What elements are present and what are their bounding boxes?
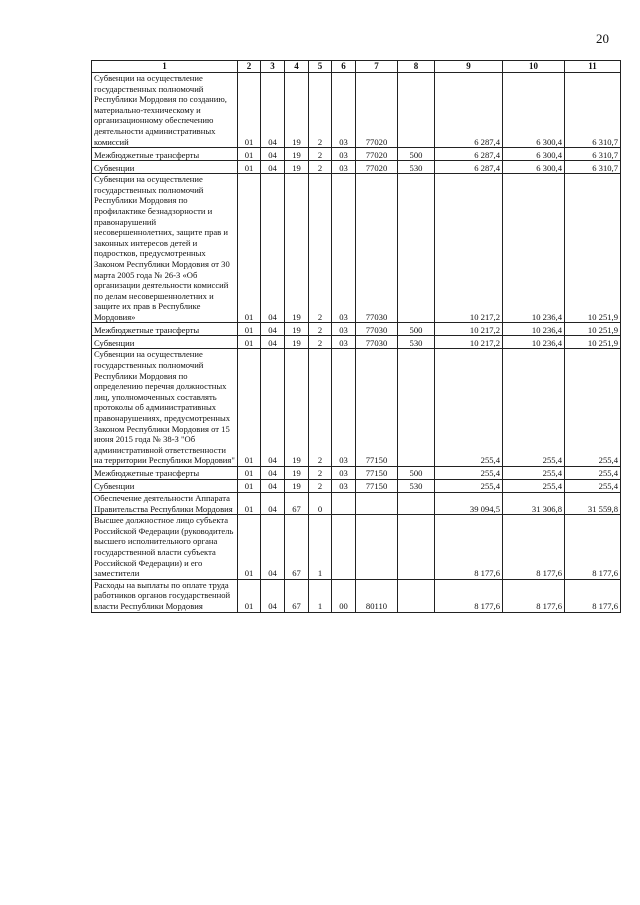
- col-header-7: 7: [356, 61, 398, 73]
- row-subprogram: 2: [309, 336, 332, 349]
- row-program: 67: [285, 515, 309, 580]
- row-direction: 77150: [356, 480, 398, 493]
- table-row: [92, 73, 621, 148]
- row-amount-1: 255,4: [435, 349, 503, 467]
- row-section: 01: [238, 515, 261, 580]
- row-amount-3: 10 251,9: [565, 323, 621, 336]
- row-direction: 77030: [356, 174, 398, 323]
- table-row: [92, 174, 621, 323]
- row-subsection: 04: [261, 480, 285, 493]
- row-subsection: 04: [261, 493, 285, 515]
- row-program: 19: [285, 323, 309, 336]
- row-program: 19: [285, 161, 309, 174]
- row-section: 01: [238, 336, 261, 349]
- row-name: Высшее должностное лицо субъекта Российской Федерации (руководитель высшего исполнительного органа государственной власти субъекта Российской Федерации) и его заместители: [92, 515, 238, 580]
- row-amount-2: 6 300,4: [503, 73, 565, 148]
- row-event: 00: [332, 579, 356, 612]
- row-subprogram: 2: [309, 174, 332, 323]
- row-amount-2: 255,4: [503, 480, 565, 493]
- row-program: 19: [285, 174, 309, 323]
- row-name: Субвенции: [92, 336, 238, 349]
- row-subprogram: 2: [309, 73, 332, 148]
- row-amount-2: 6 300,4: [503, 161, 565, 174]
- row-subsection: 04: [261, 515, 285, 580]
- row-amount-1: 6 287,4: [435, 148, 503, 161]
- row-program: 19: [285, 336, 309, 349]
- row-amount-3: 255,4: [565, 349, 621, 467]
- budget-table: [91, 60, 621, 613]
- table-row: [92, 579, 621, 612]
- row-expense-type: 530: [398, 161, 435, 174]
- row-subsection: 04: [261, 579, 285, 612]
- row-program: 19: [285, 467, 309, 480]
- col-header-4: 4: [285, 61, 309, 73]
- row-name: Субвенции на осуществление государственных полномочий Республики Мордовия по определению перечня должностных лиц, уполномоченных составлять протоколы об административных правонарушениях, предусмотренных Законом Республики Мордовия от 15 июня 2015 года № 38-З "Об административной ответственности на территории Республики Мордовия": [92, 349, 238, 467]
- row-direction: 77020: [356, 161, 398, 174]
- row-program: 67: [285, 579, 309, 612]
- row-section: 01: [238, 161, 261, 174]
- row-subsection: 04: [261, 161, 285, 174]
- row-subprogram: 2: [309, 467, 332, 480]
- row-event: 03: [332, 73, 356, 148]
- row-amount-1: 8 177,6: [435, 515, 503, 580]
- row-expense-type: 530: [398, 336, 435, 349]
- row-program: 19: [285, 148, 309, 161]
- row-expense-type: [398, 174, 435, 323]
- row-amount-3: 6 310,7: [565, 161, 621, 174]
- row-name: Субвенции: [92, 480, 238, 493]
- row-name: Субвенции на осуществление государственных полномочий Республики Мордовия по созданию, материально-техническому и организационному обеспечению деятельности административных комиссий: [92, 73, 238, 148]
- row-amount-2: 8 177,6: [503, 579, 565, 612]
- row-name: Межбюджетные трансферты: [92, 148, 238, 161]
- row-direction: 77020: [356, 73, 398, 148]
- row-amount-2: 8 177,6: [503, 515, 565, 580]
- row-name: Межбюджетные трансферты: [92, 467, 238, 480]
- row-amount-3: 255,4: [565, 467, 621, 480]
- row-event: 03: [332, 349, 356, 467]
- row-name: Субвенции на осуществление государственных полномочий Республики Мордовия по профилактике безнадзорности и правонарушений несовершеннолетних, защите прав и законных интересов детей и подростков, предусмотренных Законом Республики Мордовия от 30 марта 2005 года № 26-З «Об организации деятельности комиссий по делам несовершеннолетних и защите их прав в Республике Мордовия»: [92, 174, 238, 323]
- table-row: [92, 336, 621, 349]
- row-direction: 80110: [356, 579, 398, 612]
- row-event: 03: [332, 148, 356, 161]
- page-number: 20: [596, 31, 609, 46]
- row-direction: 77030: [356, 323, 398, 336]
- row-expense-type: [398, 579, 435, 612]
- row-direction: [356, 515, 398, 580]
- row-amount-3: 6 310,7: [565, 73, 621, 148]
- row-section: 01: [238, 579, 261, 612]
- col-header-8: 8: [398, 61, 435, 73]
- row-name: Межбюджетные трансферты: [92, 323, 238, 336]
- table-row: [92, 493, 621, 515]
- row-subprogram: 2: [309, 323, 332, 336]
- row-amount-3: 10 251,9: [565, 174, 621, 323]
- row-amount-3: 255,4: [565, 480, 621, 493]
- row-direction: 77020: [356, 148, 398, 161]
- row-amount-2: 10 236,4: [503, 336, 565, 349]
- row-amount-3: 10 251,9: [565, 336, 621, 349]
- row-expense-type: 530: [398, 480, 435, 493]
- row-expense-type: [398, 73, 435, 148]
- row-section: 01: [238, 323, 261, 336]
- row-subprogram: 0: [309, 493, 332, 515]
- table-row: [92, 480, 621, 493]
- row-section: 01: [238, 349, 261, 467]
- col-header-11: 11: [565, 61, 621, 73]
- col-header-1: 1: [92, 61, 238, 73]
- row-event: [332, 515, 356, 580]
- table-row: [92, 349, 621, 467]
- table-row: [92, 148, 621, 161]
- row-subsection: 04: [261, 323, 285, 336]
- row-amount-2: 6 300,4: [503, 148, 565, 161]
- header-row: [92, 61, 621, 73]
- row-event: 03: [332, 467, 356, 480]
- row-program: 67: [285, 493, 309, 515]
- row-event: 03: [332, 480, 356, 493]
- row-expense-type: [398, 349, 435, 467]
- row-name: Субвенции: [92, 161, 238, 174]
- row-amount-2: 255,4: [503, 467, 565, 480]
- row-event: 03: [332, 161, 356, 174]
- row-subsection: 04: [261, 336, 285, 349]
- table-row: [92, 467, 621, 480]
- col-header-10: 10: [503, 61, 565, 73]
- row-subsection: 04: [261, 174, 285, 323]
- col-header-6: 6: [332, 61, 356, 73]
- row-section: 01: [238, 493, 261, 515]
- row-program: 19: [285, 73, 309, 148]
- row-section: 01: [238, 467, 261, 480]
- row-amount-3: 8 177,6: [565, 579, 621, 612]
- row-section: 01: [238, 174, 261, 323]
- table-row: [92, 515, 621, 580]
- table-row: [92, 161, 621, 174]
- row-amount-1: 39 094,5: [435, 493, 503, 515]
- row-program: 19: [285, 480, 309, 493]
- table-row: [92, 323, 621, 336]
- row-amount-1: 255,4: [435, 467, 503, 480]
- row-expense-type: 500: [398, 148, 435, 161]
- col-header-2: 2: [238, 61, 261, 73]
- row-name: Расходы на выплаты по оплате труда работников органов государственной власти Республики Мордовия: [92, 579, 238, 612]
- row-subprogram: 2: [309, 349, 332, 467]
- row-event: 03: [332, 323, 356, 336]
- row-amount-2: 10 236,4: [503, 174, 565, 323]
- row-subprogram: 2: [309, 480, 332, 493]
- row-subprogram: 2: [309, 161, 332, 174]
- row-expense-type: [398, 515, 435, 580]
- row-section: 01: [238, 73, 261, 148]
- row-amount-1: 8 177,6: [435, 579, 503, 612]
- row-direction: 77030: [356, 336, 398, 349]
- row-event: [332, 493, 356, 515]
- row-amount-2: 10 236,4: [503, 323, 565, 336]
- row-event: 03: [332, 336, 356, 349]
- row-subsection: 04: [261, 349, 285, 467]
- row-amount-1: 6 287,4: [435, 73, 503, 148]
- row-amount-3: 8 177,6: [565, 515, 621, 580]
- row-direction: 77150: [356, 467, 398, 480]
- row-amount-2: 31 306,8: [503, 493, 565, 515]
- row-section: 01: [238, 480, 261, 493]
- row-expense-type: [398, 493, 435, 515]
- row-program: 19: [285, 349, 309, 467]
- col-header-5: 5: [309, 61, 332, 73]
- row-amount-1: 10 217,2: [435, 174, 503, 323]
- row-expense-type: 500: [398, 323, 435, 336]
- row-amount-3: 31 559,8: [565, 493, 621, 515]
- row-direction: 77150: [356, 349, 398, 467]
- row-expense-type: 500: [398, 467, 435, 480]
- row-amount-1: 6 287,4: [435, 161, 503, 174]
- row-subsection: 04: [261, 467, 285, 480]
- col-header-9: 9: [435, 61, 503, 73]
- col-header-3: 3: [261, 61, 285, 73]
- row-subsection: 04: [261, 73, 285, 148]
- row-subprogram: 2: [309, 148, 332, 161]
- row-subprogram: 1: [309, 579, 332, 612]
- row-amount-3: 6 310,7: [565, 148, 621, 161]
- row-amount-2: 255,4: [503, 349, 565, 467]
- row-direction: [356, 493, 398, 515]
- row-name: Обеспечение деятельности Аппарата Правительства Республики Мордовия: [92, 493, 238, 515]
- row-subprogram: 1: [309, 515, 332, 580]
- row-event: 03: [332, 174, 356, 323]
- row-amount-1: 10 217,2: [435, 323, 503, 336]
- row-section: 01: [238, 148, 261, 161]
- row-amount-1: 255,4: [435, 480, 503, 493]
- row-amount-1: 10 217,2: [435, 336, 503, 349]
- row-subsection: 04: [261, 148, 285, 161]
